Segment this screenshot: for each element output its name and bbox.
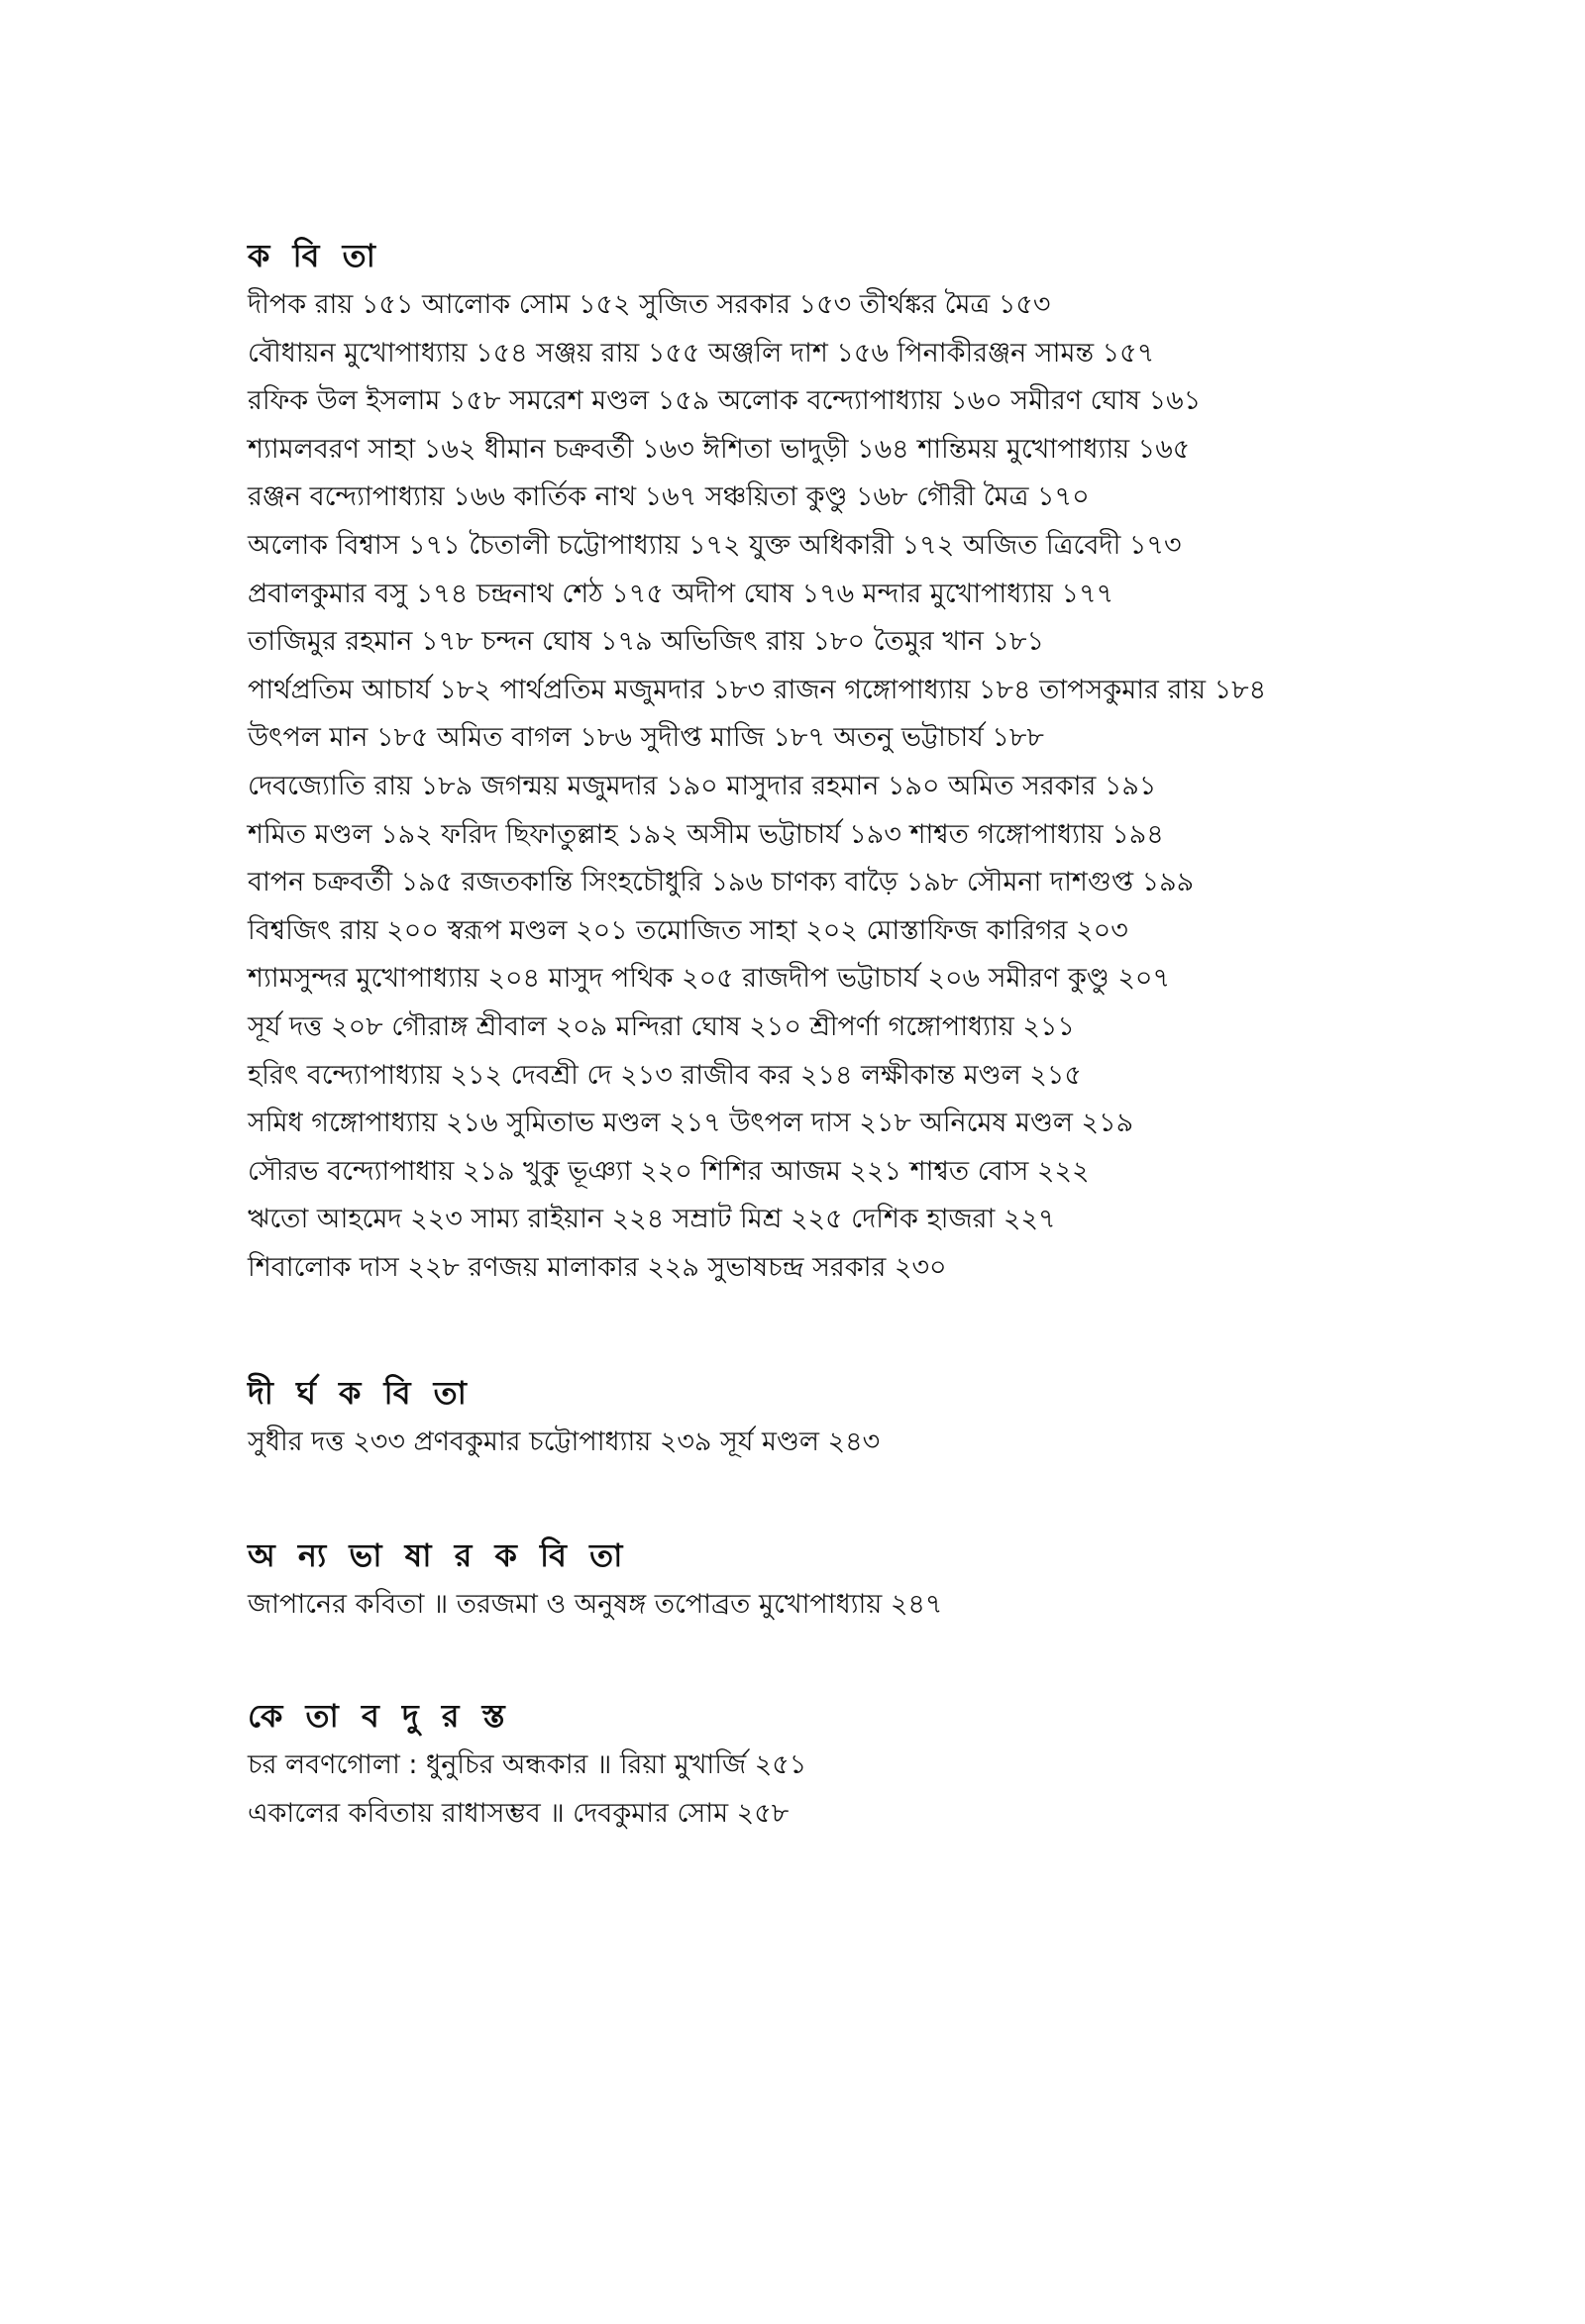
section-long-poetry bbox=[248, 1371, 1387, 1467]
contents-line: সূর্য দত্ত ২০৮ গৌরাঙ্গ শ্রীবাল ২০৯ মন্দিরা ঘোষ ২১০ শ্রীপর্ণা গঙ্গোপাধ্যায় ২১১ bbox=[248, 1010, 1075, 1042]
section-book-review bbox=[248, 1694, 1387, 1838]
contents-line: শ্যামলবরণ সাহা ১৬২ ধীমান চক্রবর্তী ১৬৩ ঈশিতা ভাদুড়ী ১৬৪ শান্তিময় মুখোপাধ্যায় ১৬৫ bbox=[248, 433, 1191, 465]
contents-line: পার্থপ্রতিম আচার্য ১৮২ পার্থপ্রতিম মজুমদার ১৮৩ রাজন গঙ্গোপাধ্যায় ১৮৪ তাপসকুমার রায় ১৮৪ bbox=[248, 674, 1267, 705]
contents-line: চর লবণগোলা : ধুনুচির অন্ধকার ॥ রিয়া মুখার্জি ২৫১ bbox=[248, 1749, 807, 1780]
contents-line: বাপন চক্রবর্তী ১৯৫ রজতকান্তি সিংহচৌধুরি ১৯৬ চাণক্য বাড়ৈ ১৯৮ সৌমনা দাশগুপ্ত ১৯৯ bbox=[248, 867, 1195, 898]
contents-line: সৌরভ বন্দ্যোপাধায় ২১৯ খুকু ভূঞ্যা ২২০ শিশির আজম ২২১ শাশ্বত বোস ২২২ bbox=[248, 1155, 1090, 1187]
contents-line: শমিত মণ্ডল ১৯২ ফরিদ ছিফাতুল্লাহ ১৯২ অসীম ভট্টাচার্য ১৯৩ শাশ্বত গঙ্গোপাধ্যায় ১৯৪ bbox=[248, 818, 1164, 850]
contents-line: দীপক রায় ১৫১ আলোক সোম ১৫২ সুজিত সরকার ১৫৩ তীর্থঙ্কর মৈত্র ১৫৩ bbox=[248, 289, 1051, 320]
contents-line: রফিক উল ইসলাম ১৫৮ সমরেশ মণ্ডল ১৫৯ অলোক বন্দ্যোপাধ্যায় ১৬০ সমীরণ ঘোষ ১৬১ bbox=[248, 385, 1202, 417]
contents-line: বিশ্বজিৎ রায় ২০০ স্বরূপ মণ্ডল ২০১ তমোজিত সাহা ২০২ মোস্তাফিজ কারিগর ২০৩ bbox=[248, 914, 1128, 946]
contents-line: শ্যামসুন্দর মুখোপাধ্যায় ২০৪ মাসুদ পথিক ২০৫ রাজদীপ ভট্টাচার্য ২০৬ সমীরণ কুণ্ডু ২০৭ bbox=[248, 963, 1171, 995]
contents-line: জাপানের কবিতা ॥ তরজমা ও অনুষঙ্গ তপোব্রত মুখোপাধ্যায় ২৪৭ bbox=[248, 1589, 943, 1620]
contents-line: বৌধায়ন মুখোপাধ্যায় ১৫৪ সঞ্জয় রায় ১৫৫ অঞ্জলি দাশ ১৫৬ পিনাকীরঞ্জন সামন্ত ১৫৭ bbox=[248, 337, 1155, 369]
contents-line: উৎপল মান ১৮৫ অমিত বাগল ১৮৬ সুদীপ্ত মাজি ১৮৭ অতনু ভট্টাচার্য ১৮৮ bbox=[248, 722, 1044, 754]
section-heading-book-review: কে তা ব দু র স্ত bbox=[248, 1697, 511, 1735]
contents-line: সমিধ গঙ্গোপাধ্যায় ২১৬ সুমিতাভ মণ্ডল ২১৭ উৎপল দাস ২১৮ অনিমেষ মণ্ডল ২১৯ bbox=[248, 1108, 1134, 1139]
contents-line: অলোক বিশ্বাস ১৭১ চৈতালী চট্টোপাধ্যায় ১৭২ যুক্ত অধিকারী ১৭২ অজিত ত্রিবেদী ১৭৩ bbox=[248, 529, 1182, 561]
section-heading-translated-poetry: অ ন্য ভা ষা র ক বি তা bbox=[248, 1536, 629, 1574]
section-heading-long-poetry: দী র্ঘ ক বি তা bbox=[248, 1374, 473, 1412]
contents-line: রঞ্জন বন্দ্যোপাধ্যায় ১৬৬ কার্তিক নাথ ১৬৭ সঞ্চয়িতা কুণ্ডু ১৬৮ গৌরী মৈত্র ১৭০ bbox=[248, 481, 1090, 513]
contents-line: শিবালোক দাস ২২৮ রণজয় মালাকার ২২৯ সুভাষচন্দ্র সরকার ২৩০ bbox=[248, 1251, 947, 1283]
contents-line: দেবজ্যোতি রায় ১৮৯ জগন্ময় মজুমদার ১৯০ মাসুদার রহমান ১৯০ অমিত সরকার ১৯১ bbox=[248, 770, 1157, 801]
contents-line: হরিৎ বন্দ্যোপাধ্যায় ২১২ দেবশ্রী দে ২১৩ রাজীব কর ২১৪ লক্ষীকান্ত মণ্ডল ২১৫ bbox=[248, 1059, 1082, 1091]
contents-line: ঋতো আহমেদ ২২৩ সাম্য রাইয়ান ২২৪ সম্রাট মিশ্র ২২৫ দেশিক হাজরা ২২৭ bbox=[248, 1204, 1056, 1235]
contents-line: প্রবালকুমার বসু ১৭৪ চন্দ্রনাথ শেঠ ১৭৫ অদীপ ঘোষ ১৭৬ মন্দার মুখোপাধ্যায় ১৭৭ bbox=[248, 578, 1114, 609]
contents-line: সুধীর দত্ত ২৩৩ প্রণবকুমার চট্টোপাধ্যায় ২৩৯ সূর্য মণ্ডল ২৪৩ bbox=[248, 1426, 881, 1457]
contents-line: একালের কবিতায় রাধাসম্ভব ॥ দেবকুমার সোম ২৫৮ bbox=[248, 1797, 790, 1829]
contents-line: তাজিমুর রহমান ১৭৮ চন্দন ঘোষ ১৭৯ অভিজিৎ রায় ১৮০ তৈমুর খান ১৮১ bbox=[248, 626, 1045, 658]
section-heading-poetry: ক বি তা bbox=[248, 237, 381, 274]
section-poetry bbox=[248, 234, 1387, 1292]
section-translated-poetry bbox=[248, 1533, 1387, 1630]
